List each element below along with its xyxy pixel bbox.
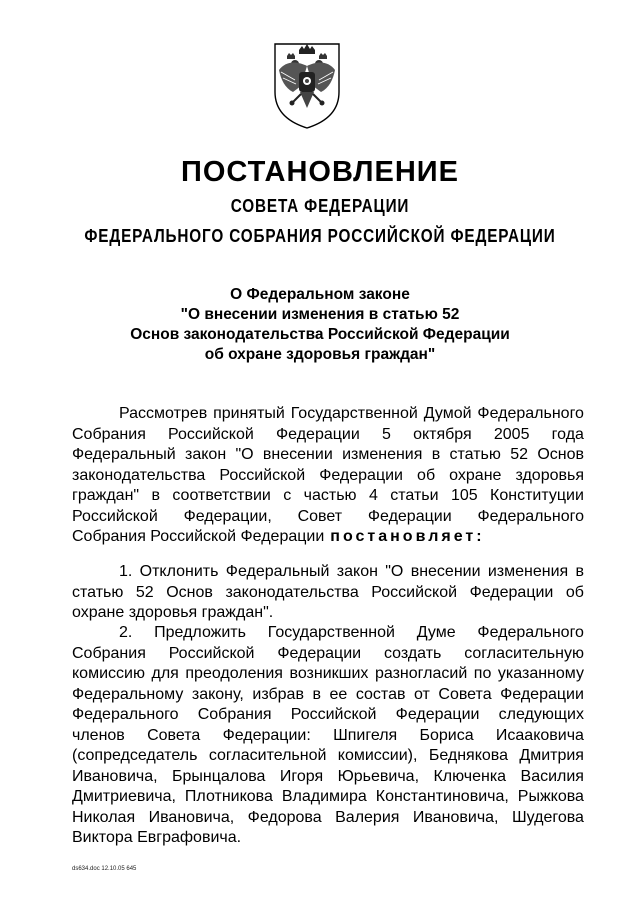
body-line: Ивановича, Брынцалова Игоря Юрьевича, Ключенка Василия xyxy=(72,767,584,785)
item-2-paragraph xyxy=(72,623,584,849)
body-line: Собрания Российской Федерации создать согласительную xyxy=(72,644,584,662)
subject-line: об охране здоровья граждан" xyxy=(204,346,436,363)
subject-line: О Федеральном законе xyxy=(230,286,410,303)
body-line-text: Собрания Российской Федерации xyxy=(72,528,325,545)
resolution-verb: постановляет: xyxy=(330,528,485,545)
body-line: членов Совета Федерации: Шпигеля Бориса Исааковича xyxy=(72,726,584,744)
body-line: законодательства Российской Федерации об охране здоровья xyxy=(72,466,584,484)
body-line: комиссию для преодоления возникших разногласий по указанному xyxy=(72,665,584,682)
body-line: Федеральному закону, избрав в ее состав от Совета Федерации xyxy=(72,685,584,703)
body-line: Федерального Собрания Российской Федерации следующих xyxy=(72,706,584,723)
body-line: охране здоровья граждан". xyxy=(72,604,274,621)
subject-line: "О внесении изменения в статью 52 xyxy=(180,306,460,323)
body-line: Виктора Евграфовича. xyxy=(72,829,242,846)
document-title: ПОСТАНОВЛЕНИЕ xyxy=(181,156,459,188)
preamble-paragraph xyxy=(72,404,584,548)
body-line: Российской Федерации, Совет Федерации Федерального xyxy=(72,507,584,525)
body-line: (сопредседатель согласительной комиссии), Беднякова Дмитрия xyxy=(72,747,584,764)
body-line: статью 52 Основ законодательства Российской Федерации об xyxy=(72,583,584,601)
body-line: граждан" в соответствии с частью 4 статьи 105 Конституции xyxy=(72,487,584,504)
file-reference: ds634.doc 12.10.05 645 xyxy=(72,866,137,872)
document-subject xyxy=(60,285,580,365)
subject-line: Основ законодательства Российской Федерации xyxy=(130,326,510,343)
issuer-line-2: ФЕДЕРАЛЬНОГО СОБРАНИЯ РОССИЙСКОЙ ФЕДЕРАЦИИ xyxy=(84,226,556,246)
body-line: Собрания Российской Федерации 5 октября 2005 года xyxy=(72,425,584,443)
body-line: Дмитриевича, Плотникова Владимира Константиновича, Рыжкова xyxy=(72,788,584,805)
body-line: Федеральный закон "О внесении изменения в статью 52 Основ xyxy=(72,446,584,463)
item-1-paragraph xyxy=(72,562,584,624)
coat-of-arms-emblem xyxy=(271,40,343,130)
body-line: Рассмотрев принятый Государственной Думой Федерального xyxy=(119,405,584,422)
body-line xyxy=(72,527,584,548)
body-line: 1. Отклонить Федеральный закон "О внесении изменения в xyxy=(119,563,584,580)
body-line: Николая Ивановича, Федорова Валерия Ивановича, Шудегова xyxy=(72,808,584,826)
issuer-line-1: СОВЕТА ФЕДЕРАЦИИ xyxy=(230,196,410,216)
body-line: 2. Предложить Государственной Думе Федерального xyxy=(119,624,584,641)
